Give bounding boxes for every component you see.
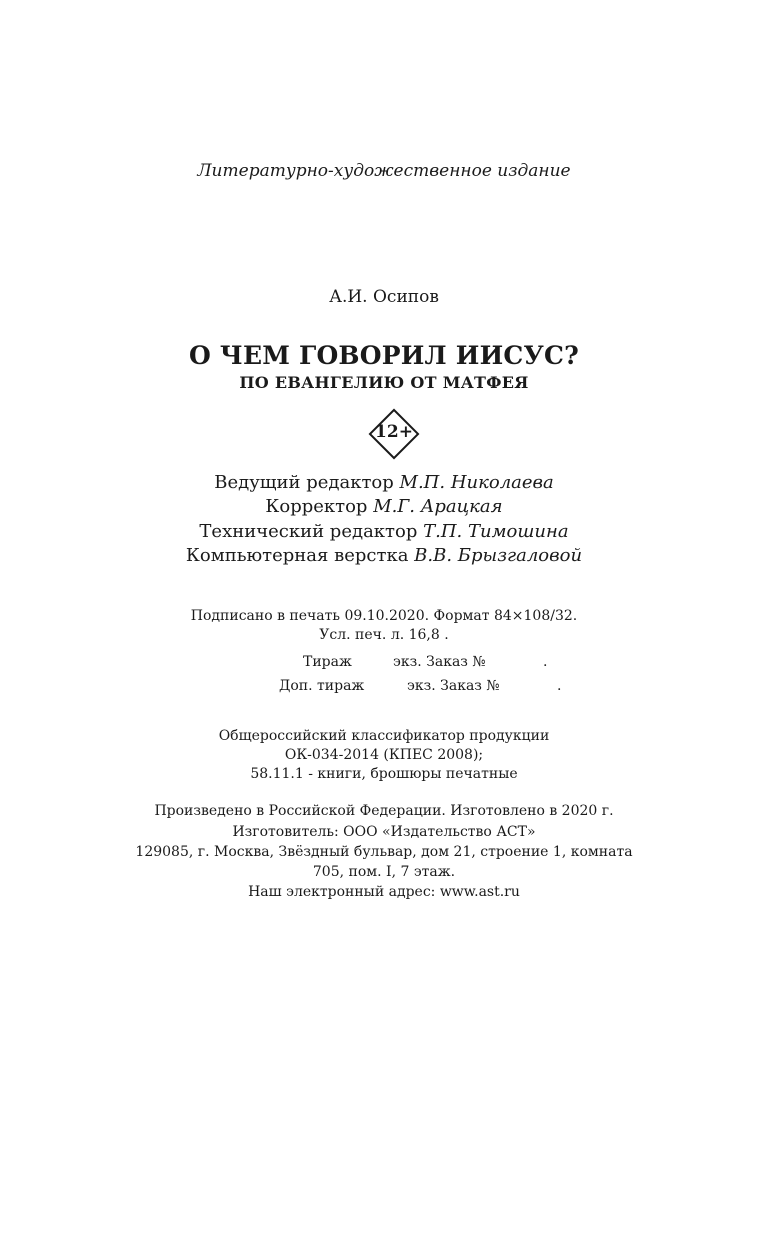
- credit-role: Ведущий редактор: [214, 472, 394, 493]
- credit-name: Т.П. Тимошина: [423, 521, 569, 542]
- credit-role: Технический редактор: [199, 521, 418, 542]
- credit-lead-editor: [0, 474, 768, 492]
- classifier-line: Общероссийский классификатор продукции: [218, 728, 550, 744]
- print-sheets-line: Усл. печ. л. 16,8 .: [319, 627, 449, 643]
- credit-name: М.Г. Арацкая: [373, 496, 503, 517]
- manufacturer-line: Произведено в Российской Федерации. Изготовлено в 2020 г.: [154, 803, 614, 819]
- manufacturer-line: 129085, г. Москва, Звёздный бульвар, дом 21, строение 1, комната: [135, 844, 633, 860]
- classifier-line: 58.11.1 - книги, брошюры печатные: [250, 766, 518, 782]
- publisher-web-address: Наш электронный адрес: www.ast.ru: [248, 884, 520, 900]
- credit-role: Корректор: [265, 496, 368, 517]
- extra-run-label: Доп. тираж: [279, 678, 365, 694]
- credit-layout: [0, 547, 768, 565]
- manufacturer-line: 705, пом. I, 7 этаж.: [312, 864, 456, 880]
- author-name: А.И. Осипов: [329, 287, 439, 307]
- run-end: .: [543, 654, 548, 670]
- extra-run-end: .: [557, 678, 562, 694]
- book-title: О ЧЕМ ГОВОРИЛ ИИСУС?: [189, 341, 579, 370]
- extra-run-order-label: экз. Заказ №: [407, 678, 500, 694]
- age-rating-badge: [367, 407, 421, 461]
- credit-name: В.В. Брызгаловой: [414, 545, 583, 566]
- credit-proofreader: [0, 498, 768, 516]
- book-subtitle: ПО ЕВАНГЕЛИЮ ОТ МАТФЕЯ: [239, 373, 529, 392]
- manufacturer-line: Изготовитель: ООО «Издательство АСТ»: [232, 824, 536, 840]
- credit-name: М.П. Николаева: [399, 472, 554, 493]
- print-signed-line: Подписано в печать 09.10.2020. Формат 84×108/32.: [190, 608, 578, 624]
- run-label: Тираж: [303, 654, 352, 670]
- run-order-label: экз. Заказ №: [393, 654, 486, 670]
- credit-role: Компьютерная верстка: [185, 545, 409, 566]
- publication-type: Литературно-художественное издание: [197, 161, 571, 181]
- classifier-line: ОК-034-2014 (КПЕС 2008);: [284, 747, 484, 763]
- age-rating-label: 12+: [375, 422, 413, 442]
- credit-technical-editor: [0, 523, 768, 541]
